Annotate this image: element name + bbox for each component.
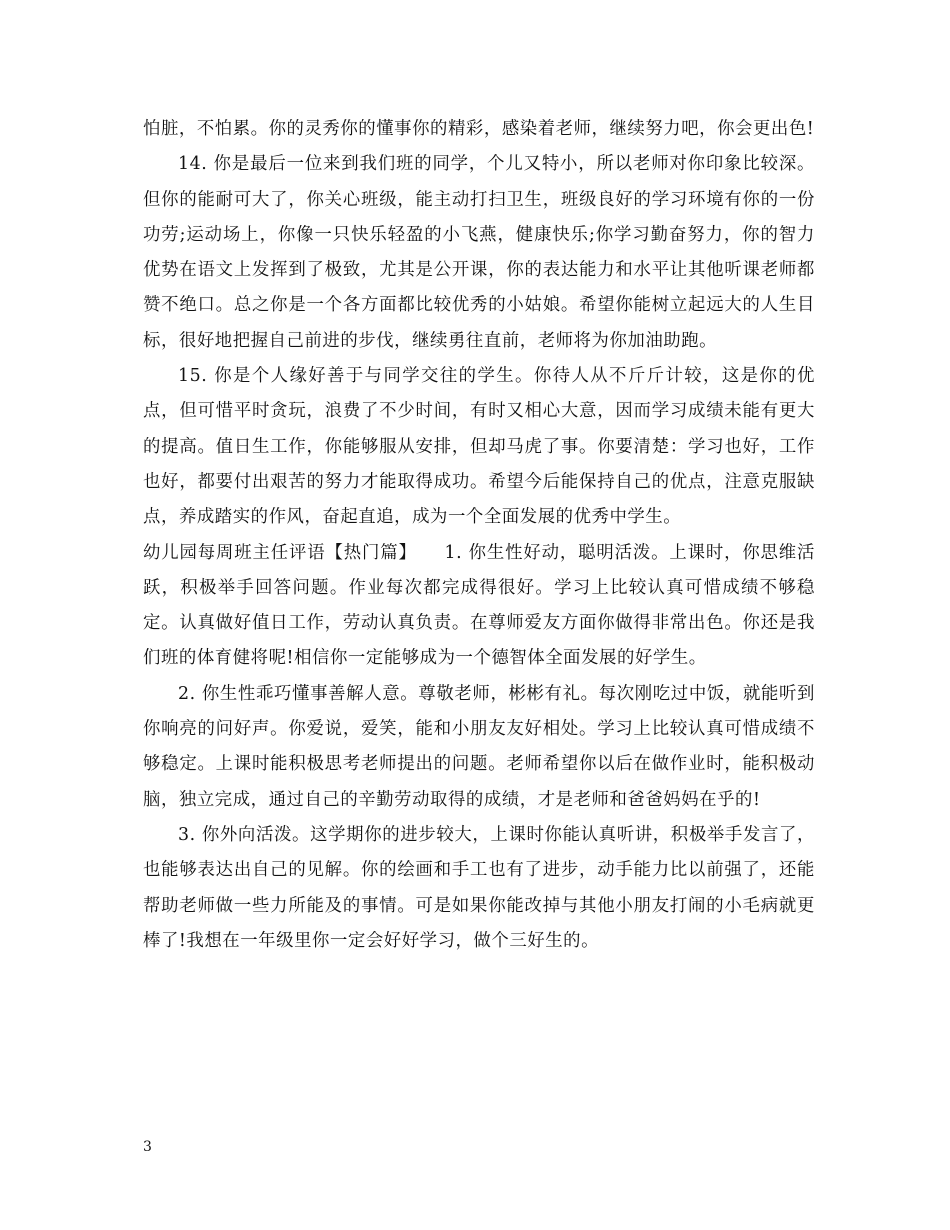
paragraph-continuation: 怕脏，不怕累。你的灵秀你的懂事你的精彩，感染着老师，继续努力吧，你会更出色! (143, 119, 815, 139)
paragraph-kindergarten-comment-1: 幼儿园每周班主任评语【热门篇】 1. 你生性好动，聪明活泼。上课时，你思维活跃，积极举手回答问题。作业每次都完成得很好。学习上比较认真可惜成绩不够稳定。认真做好值日工作，劳动认真负责。在尊师爱友方面你做得非常出色。你还是我们班的体育健将呢!相信你一定能够成为一个德智体全面发展的好学生。 (143, 542, 815, 669)
paragraph-kindergarten-comment-2: 2. 你生性乖巧懂事善解人意。尊敬老师，彬彬有礼。每次刚吃过中饭，就能听到你响亮的问好声。你爱说，爱笑，能和小朋友友好相处。学习上比较认真可惜成绩不够稳定。上课时能积极思考老师提出的问题。老师希望你以后在做作业时，能积极动脑，独立完成，通过自己的辛勤劳动取得的成绩，才是老师和爸爸妈妈在乎的! (143, 683, 815, 810)
paragraph-kindergarten-comment-3: 3. 你外向活泼。这学期你的进步较大，上课时你能认真听讲，积极举手发言了，也能够表达出自己的见解。你的绘画和手工也有了进步，动手能力比以前强了，还能帮助老师做一些力所能及的事情。可是如果你能改掉与其他小朋友打闹的小毛病就更棒了!我想在一年级里你一定会好好学习，做个三好生的。 (143, 824, 815, 951)
document-body (143, 112, 815, 959)
paragraph-comment-14: 14. 你是最后一位来到我们班的同学，个儿又特小，所以老师对你印象比较深。但你的能耐可大了，你关心班级，能主动打扫卫生，班级良好的学习环境有你的一份功劳;运动场上，你像一只快乐轻盈的小飞燕，健康快乐;你学习勤奋努力，你的智力优势在语文上发挥到了极致，尤其是公开课，你的表达能力和水平让其他听课老师都赞不绝口。总之你是一个各方面都比较优秀的小姑娘。希望你能树立起远大的人生目标，很好地把握自己前进的步伐，继续勇往直前，老师将为你加油助跑。 (143, 154, 815, 351)
paragraph-comment-15: 15. 你是个人缘好善于与同学交往的学生。你待人从不斤斤计较，这是你的优点，但可惜平时贪玩，浪费了不少时间，有时又相心大意，因而学习成绩未能有更大的提高。值日生工作，你能够服从安排，但却马虎了事。你要清楚：学习也好，工作也好，都要付出艰苦的努力才能取得成功。希望今后能保持自己的优点，注意克服缺点，养成踏实的作风，奋起直追，成为一个全面发展的优秀中学生。 (143, 366, 815, 528)
page-number: 3 (143, 1139, 152, 1155)
